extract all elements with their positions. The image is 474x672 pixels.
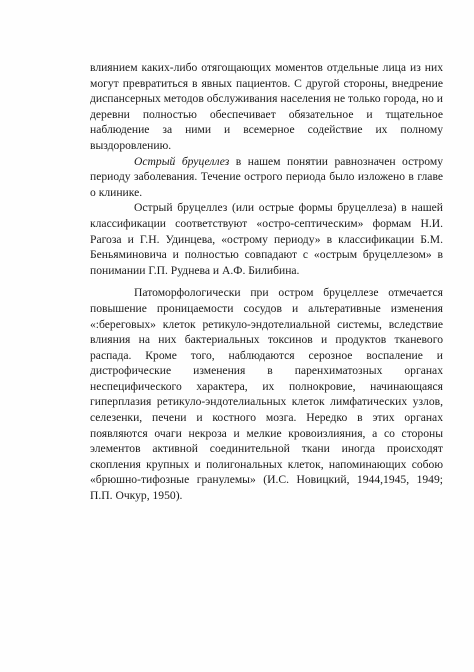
paragraph-2: [90, 154, 443, 201]
paragraph-3: Острый бруцеллез (или острые формы бруцеллеза) в нашей классификации соответствуют «остро-септическим» формам Н.И. Рагоза и Г.Н. Удинцева, «острому периоду» в классификации Б.М. Беньяминовича и полностью совпадают с «острым бруцеллезом» в понимании Г.П. Руднева и А.Ф. Билибина.: [90, 201, 443, 277]
paragraph-2-text: в нашем понятии равнозначен острому периоду заболевания. Течение острого периода было изложено в главе о клинике.: [90, 154, 443, 199]
page-text: [90, 60, 443, 504]
paragraph-1: влиянием каких-либо отягощающих моментов отдельные лица из них могут превратиться в явных пациентов. С другой стороны, внедрение диспансерных методов обслуживания населения не только города, но и деревни полностью обеспечивает обязательное и тщательное наблюдение за ними и всемерное содействие их полному выздоровлению.: [90, 61, 443, 152]
paragraph-4: Патоморфологически при остром бруцеллезе отмечается повышение проницаемости сосудов и альтеративные изменения «:береговых» клеток ретикуло-эндотелиальной системы, вследствие влияния на них бактериальных токсинов и продуктов тканевого распада. Кроме того, наблюдаются серозное воспаление и дистрофические изменения в паренхиматозных органах неспецифического характера, их полнокровие, начинающаяся гиперплазия ретикуло-эндотелиальных клеток лимфатических узлов, селезенки, печени и костного мозга. Нередко в этих органах появляются очаги некроза и мелкие кровоизлияния, а со стороны элементов активной соединительной ткани иногда происходят скопления крупных и полигональных клеток, напоминающих собою «брюшно-тифозные гранулемы» (И.С. Новицкий, 1944,1945, 1949; П.П. Очкур, 1950).: [90, 286, 443, 503]
term-acute-brucellosis: Острый бруцеллез: [134, 154, 230, 168]
paragraph-spacer: [90, 278, 443, 285]
